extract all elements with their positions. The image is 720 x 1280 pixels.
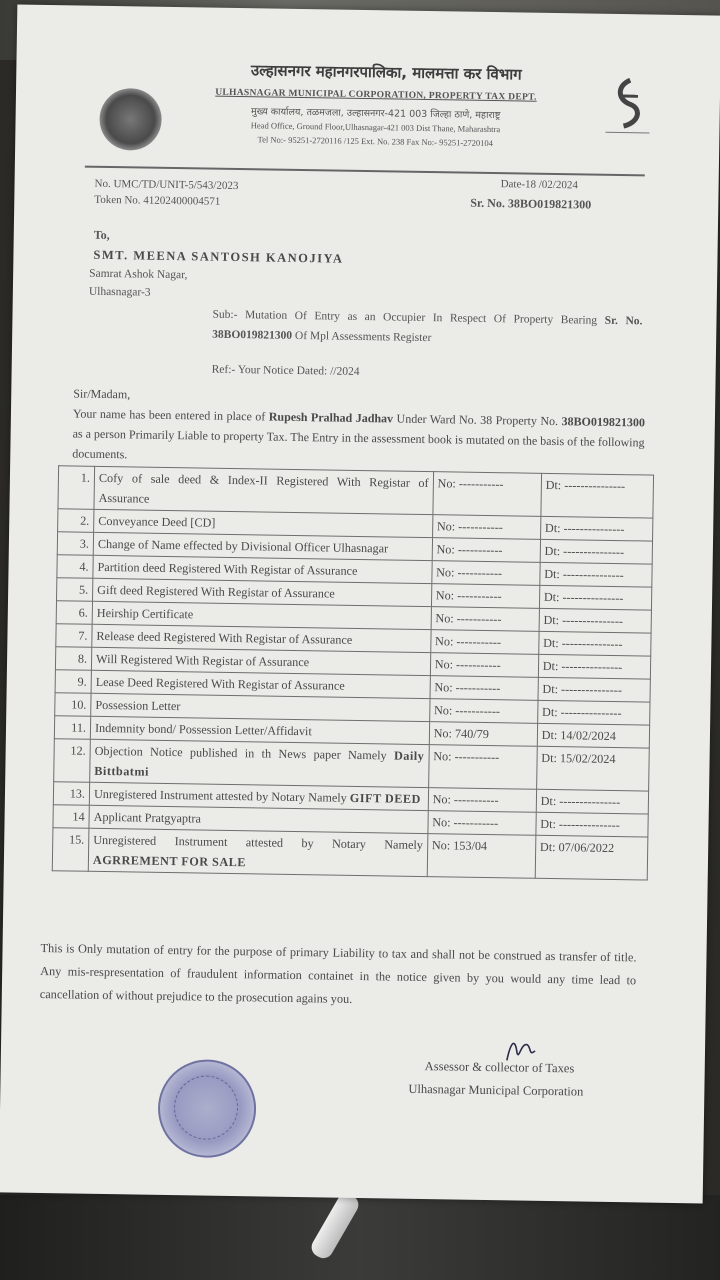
row-number: No: ----------- bbox=[428, 788, 536, 813]
row-number: No: ----------- bbox=[428, 811, 536, 836]
row-serial: 14 bbox=[53, 805, 89, 829]
body-paragraph bbox=[72, 383, 645, 472]
row-number: No: ----------- bbox=[432, 538, 540, 563]
row-description-text: Cofy of sale deed & Index-II Registered With Registar of Assurance bbox=[98, 470, 429, 506]
to-label: To, bbox=[93, 227, 110, 243]
row-number: No: ----------- bbox=[430, 630, 538, 655]
row-date: Dt: --------------- bbox=[541, 473, 654, 518]
row-description-text: Will Registered With Registar of Assurance bbox=[96, 651, 310, 670]
row-date: Dt: --------------- bbox=[536, 789, 649, 814]
header-title-hindi: उल्हासनगर महानगरपालिका, मालमत्ता कर विभाग bbox=[250, 61, 522, 84]
row-description-text: Indemnity bond/ Possession Letter/Affidavit bbox=[94, 720, 312, 739]
row-serial: 5. bbox=[57, 578, 93, 602]
subject-text-1: Mutation Of Entry as an Occupier In Respect Of Property Bearing bbox=[244, 309, 598, 327]
header-address-hindi: मुख्य कार्यालय, तळमजला, उल्हासनगर-421 003 जिल्हा ठाणे, महाराष्ट्र bbox=[250, 106, 501, 122]
row-description-text: Unregistered Instrument attested by Notary Namely bbox=[93, 832, 424, 853]
row-description-extra: GIFT DEED bbox=[349, 790, 421, 806]
header-title-english: ULHASNAGAR MUNICIPAL CORPORATION, PROPERTY TAX DEPT. bbox=[215, 87, 537, 103]
row-description-text: Applicant Pratgyaptra bbox=[93, 809, 202, 826]
row-description-text: Objection Notice published in th News paper Namely bbox=[94, 743, 387, 763]
row-description-text: Unregistered Instrument attested by Notary Namely bbox=[93, 786, 347, 805]
row-serial: 11. bbox=[54, 716, 90, 740]
salutation: Sir/Madam, bbox=[73, 386, 131, 402]
corporation-emblem-icon bbox=[99, 88, 162, 151]
property-number: 38BO019821300 bbox=[561, 414, 646, 430]
signatory-organization: Ulhasnagar Municipal Corporation bbox=[408, 1081, 584, 1099]
row-number: No: ----------- bbox=[433, 472, 542, 517]
reference-number: No. UMC/TD/UNIT-5/543/2023 bbox=[94, 177, 239, 193]
row-number: No: ----------- bbox=[430, 653, 538, 678]
row-description-text: Release deed Registered With Registar of Assurance bbox=[96, 628, 353, 647]
serial-number: Sr. No. 38BO019821300 bbox=[470, 195, 592, 212]
signatory-title: Assessor & collector of Taxes bbox=[424, 1059, 575, 1076]
row-description bbox=[90, 739, 429, 787]
row-number: No: ----------- bbox=[430, 676, 538, 701]
row-date: Dt: --------------- bbox=[540, 539, 653, 564]
row-description-extra: Daily Bittbatmi bbox=[94, 748, 425, 779]
previous-owner-name: Rupesh Pralhad Jadhav bbox=[268, 409, 394, 426]
row-description-text: Conveyance Deed [CD] bbox=[98, 513, 216, 530]
row-description-extra: AGRREMENT FOR SALE bbox=[92, 852, 247, 870]
row-date: Dt: --------------- bbox=[540, 562, 653, 587]
row-number: No: ----------- bbox=[431, 584, 539, 609]
row-number: No: ----------- bbox=[432, 561, 540, 586]
row-number: No: ----------- bbox=[429, 699, 537, 724]
addressee-name: SMT. MEENA SANTOSH KANOJIYA bbox=[93, 247, 344, 266]
row-date: Dt: --------------- bbox=[538, 677, 651, 702]
letter-date: Date-18 /02/2024 bbox=[500, 178, 578, 192]
row-number: No: ----------- bbox=[432, 515, 540, 540]
row-serial: 3. bbox=[57, 532, 93, 556]
header-telephone: Tel No:- 95251-2720116 /125 Ext. No. 238 Fax No:- 95251-2720104 bbox=[257, 134, 494, 149]
subject-prefix: Sub:- bbox=[212, 308, 238, 322]
subject-text-2: Of Mpl Assessments Register bbox=[294, 329, 432, 345]
documents-table bbox=[52, 465, 654, 880]
ref-prefix: Ref:- bbox=[211, 363, 236, 377]
row-number: No: 153/04 bbox=[427, 834, 536, 879]
background-bottom bbox=[0, 1195, 720, 1280]
footer-note: This is Only mutation of entry for the purpose of primary Liability to tax and shall not be construed as transfer of title. Any mis-respresentation of fraudulent information containet in the notice given by you would any time lead to cancellation of without prejudice to the prosecution agains you. bbox=[39, 941, 637, 1006]
row-description-text: Possession Letter bbox=[95, 697, 181, 714]
body-text-1: Your name has been entered in place of bbox=[72, 406, 266, 424]
row-description-text: Lease Deed Registered With Registar of Assurance bbox=[95, 674, 345, 693]
row-date: Dt: --------------- bbox=[540, 516, 653, 541]
row-number: No: 740/79 bbox=[429, 722, 537, 747]
row-date: Dt: --------------- bbox=[539, 608, 652, 633]
row-serial: 6. bbox=[56, 601, 92, 625]
row-date: Dt: --------------- bbox=[538, 654, 651, 679]
row-description-text: Partition deed Registered With Registar of Assurance bbox=[97, 559, 358, 578]
row-description-text: Change of Name effected by Divisional Officer Ulhasnagar bbox=[97, 536, 389, 556]
header-address-english: Head Office, Ground Floor,Ulhasnagar-421 003 Dist Thane, Maharashtra bbox=[250, 120, 501, 135]
subject-serial: Sr. No. 38BO019821300 bbox=[212, 314, 643, 342]
property-tax-logo-icon bbox=[599, 74, 660, 135]
row-serial: 2. bbox=[58, 509, 94, 533]
row-date: Dt: --------------- bbox=[536, 812, 649, 837]
body-text-3: as a person Primarily Liable to property Tax. The Entry in the assessment book is mutated on the basis of the following documents. bbox=[72, 426, 645, 462]
row-date: Dt: 14/02/2024 bbox=[537, 723, 650, 748]
header-divider bbox=[85, 166, 645, 177]
row-serial: 13. bbox=[53, 782, 89, 806]
row-serial: 1. bbox=[58, 466, 95, 510]
row-date: Dt: 07/06/2022 bbox=[535, 835, 648, 880]
document-page bbox=[0, 5, 720, 1204]
row-serial: 12. bbox=[54, 739, 91, 783]
token-number: Token No. 41202400004571 bbox=[94, 193, 221, 208]
reference-line bbox=[212, 364, 360, 378]
row-serial: 15. bbox=[52, 828, 89, 872]
row-date: Dt: --------------- bbox=[537, 700, 650, 725]
row-description-text: Heirship Certificate bbox=[96, 605, 194, 622]
row-date: Dt: --------------- bbox=[539, 585, 652, 610]
row-number: No: ----------- bbox=[431, 607, 539, 632]
subject bbox=[212, 305, 643, 352]
row-serial: 10. bbox=[55, 693, 91, 717]
row-date: Dt: --------------- bbox=[538, 631, 651, 656]
body-text-2: Under Ward No. 38 Property No. bbox=[396, 411, 559, 429]
row-number: No: ----------- bbox=[428, 745, 537, 790]
row-description bbox=[94, 466, 433, 514]
row-description bbox=[88, 828, 427, 876]
row-serial: 8. bbox=[55, 647, 91, 671]
official-seal-icon bbox=[157, 1059, 257, 1159]
row-serial: 7. bbox=[56, 624, 92, 648]
ref-text: Your Notice Dated: //2024 bbox=[237, 364, 360, 378]
row-serial: 4. bbox=[57, 555, 93, 579]
addressee-address-line-2: Ulhasnagar-3 bbox=[88, 285, 151, 299]
row-serial: 9. bbox=[55, 670, 91, 694]
row-description-text: Gift deed Registered With Registar of Assurance bbox=[97, 582, 335, 601]
row-date: Dt: 15/02/2024 bbox=[536, 746, 649, 791]
addressee-address-line-1: Samrat Ashok Nagar, bbox=[89, 267, 188, 282]
table-row bbox=[52, 828, 648, 880]
